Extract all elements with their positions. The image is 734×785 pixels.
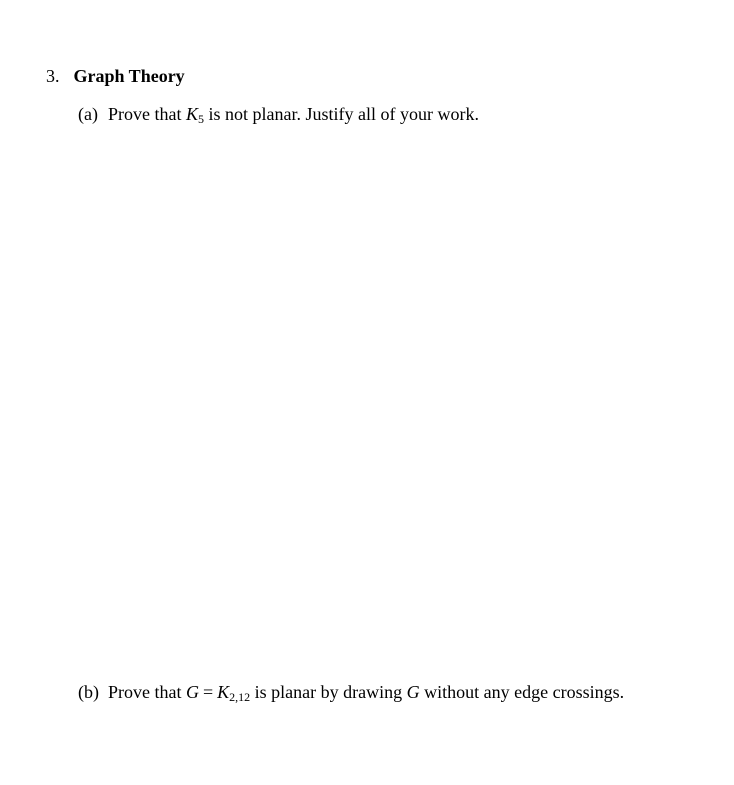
part-b-text-middle: is planar by drawing [250, 682, 407, 702]
part-b-math-sub: 2,12 [229, 690, 251, 704]
part-b-math-eq: = [203, 682, 214, 702]
part-b-math-k: K [217, 682, 230, 702]
part-b-label: (b) [78, 682, 99, 702]
part-a-label: (a) [78, 104, 98, 124]
problem-title: Graph Theory [73, 66, 185, 86]
problem-number: 3. [46, 66, 60, 86]
part-b-math-lhs: G [186, 682, 199, 702]
part-b-question [78, 680, 624, 704]
part-a-text-before: Prove that [108, 104, 186, 124]
problem-heading [46, 64, 185, 88]
part-a-question [78, 102, 479, 126]
part-b-math-var [217, 682, 250, 702]
part-b-text-after: without any edge crossings. [419, 682, 625, 702]
part-a-math-var [186, 104, 204, 124]
part-b-math-var2: G [406, 682, 420, 702]
part-b-text-before: Prove that [108, 682, 186, 702]
part-a-math-sub: 5 [198, 112, 205, 126]
part-a-text-after: is not planar. Justify all of your work. [204, 104, 479, 124]
part-a-math-k: K [186, 104, 199, 124]
